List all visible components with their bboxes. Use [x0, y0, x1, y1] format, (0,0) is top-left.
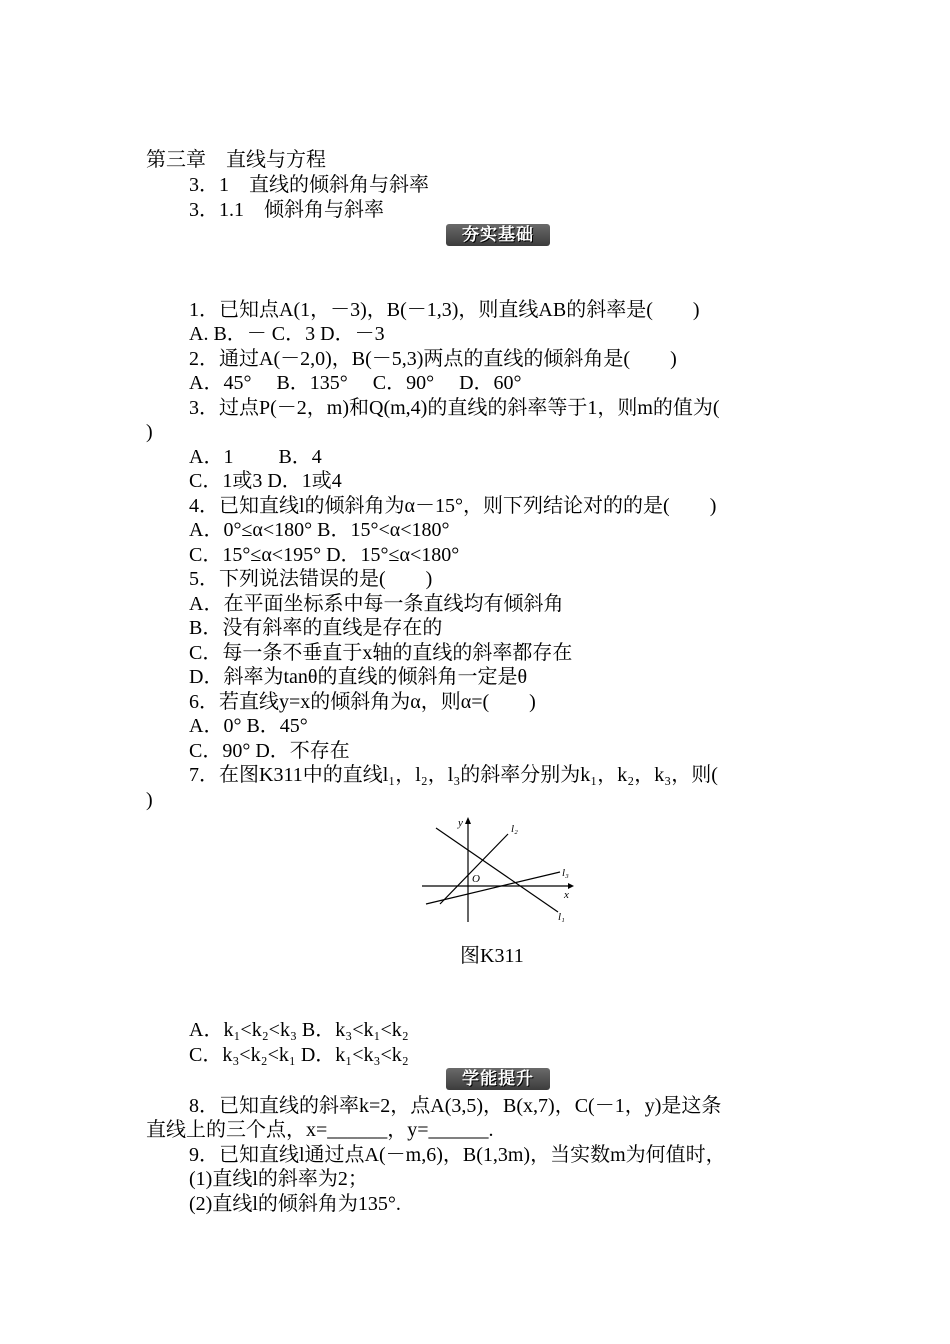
- options-7b: C．k₃<k₂<k₁ D．k₁<k₃<k₂: [189, 1044, 409, 1066]
- line-l2: [440, 834, 508, 904]
- options-3a: A．1 B．4: [189, 446, 322, 468]
- option-5b: B．没有斜率的直线是存在的: [189, 617, 443, 639]
- label-x: x: [564, 889, 569, 901]
- options-7a: A．k₁<k₂<k₃ B．k₃<k₁<k₂: [189, 1019, 409, 1041]
- subsection-title: 3．1.1 倾斜角与斜率: [189, 199, 384, 221]
- label-l2: l₂: [511, 823, 518, 835]
- label-l1: l₁: [558, 911, 565, 923]
- option-5c: C．每一条不垂直于x轴的直线的斜率都存在: [189, 642, 573, 664]
- section-title: 3．1 直线的倾斜角与斜率: [189, 174, 429, 196]
- question-8: 8．已知直线的斜率k=2，点A(3,5)，B(x,7)，C(－1，y)是这条: [189, 1095, 722, 1117]
- question-7-tail: ): [146, 789, 153, 811]
- option-5a: A．在平面坐标系中每一条直线均有倾斜角: [189, 593, 564, 615]
- question-1: 1．已知点A(1，－3)，B(－1,3)，则直线AB的斜率是( ): [189, 299, 700, 321]
- question-2: 2．通过A(－2,0)，B(－5,3)两点的直线的倾斜角是( ): [189, 348, 677, 370]
- options-2: A．45° B．135° C．90° D．60°: [189, 372, 522, 394]
- figure-k311: [418, 812, 578, 924]
- label-origin: O: [472, 873, 480, 885]
- banner-basic: 夯实基础: [446, 224, 550, 246]
- options-6a: A．0° B．45°: [189, 715, 308, 737]
- options-3b: C．1或3 D．1或4: [189, 470, 342, 492]
- option-5d: D．斜率为tanθ的直线的倾斜角一定是θ: [189, 666, 528, 688]
- line-l1: [436, 828, 558, 912]
- question-4: 4．已知直线l的倾斜角为α－15°，则下列结论对的的是( ): [189, 495, 717, 517]
- question-9-part2: (2)直线l的倾斜角为135°.: [189, 1193, 401, 1215]
- options-4a: A．0°≤α<180° B．15°<α<180°: [189, 519, 450, 541]
- question-7: 7．在图K311中的直线l₁，l₂，l₃的斜率分别为k₁，k₂，k₃，则(: [189, 764, 718, 786]
- y-axis-arrow: [465, 817, 471, 824]
- question-9: 9．已知直线l通过点A(－m,6)，B(1,3m)，当实数m为何值时，: [189, 1144, 726, 1166]
- question-6: 6．若直线y=x的倾斜角为α，则α=( ): [189, 691, 536, 713]
- question-8-tail: 直线上的三个点，x=______，y=______.: [146, 1119, 494, 1141]
- options-6b: C．90° D．不存在: [189, 740, 350, 762]
- question-3: 3．过点P(－2，m)和Q(m,4)的直线的斜率等于1，则m的值为(: [189, 397, 720, 419]
- figure-caption: 图K311: [460, 945, 524, 967]
- options-1: A. B．－ C．3 D．－3: [189, 323, 385, 345]
- question-3-tail: ): [146, 421, 153, 443]
- label-l3: l₃: [562, 867, 569, 879]
- options-4b: C．15°≤α<195° D．15°≤α<180°: [189, 544, 460, 566]
- banner-advanced: 学能提升: [446, 1068, 550, 1090]
- x-axis-arrow: [568, 883, 574, 889]
- question-5: 5．下列说法错误的是( ): [189, 568, 433, 590]
- label-y: y: [458, 817, 463, 829]
- chapter-title: 第三章 直线与方程: [146, 149, 326, 171]
- question-9-part1: (1)直线l的斜率为2；: [189, 1168, 368, 1190]
